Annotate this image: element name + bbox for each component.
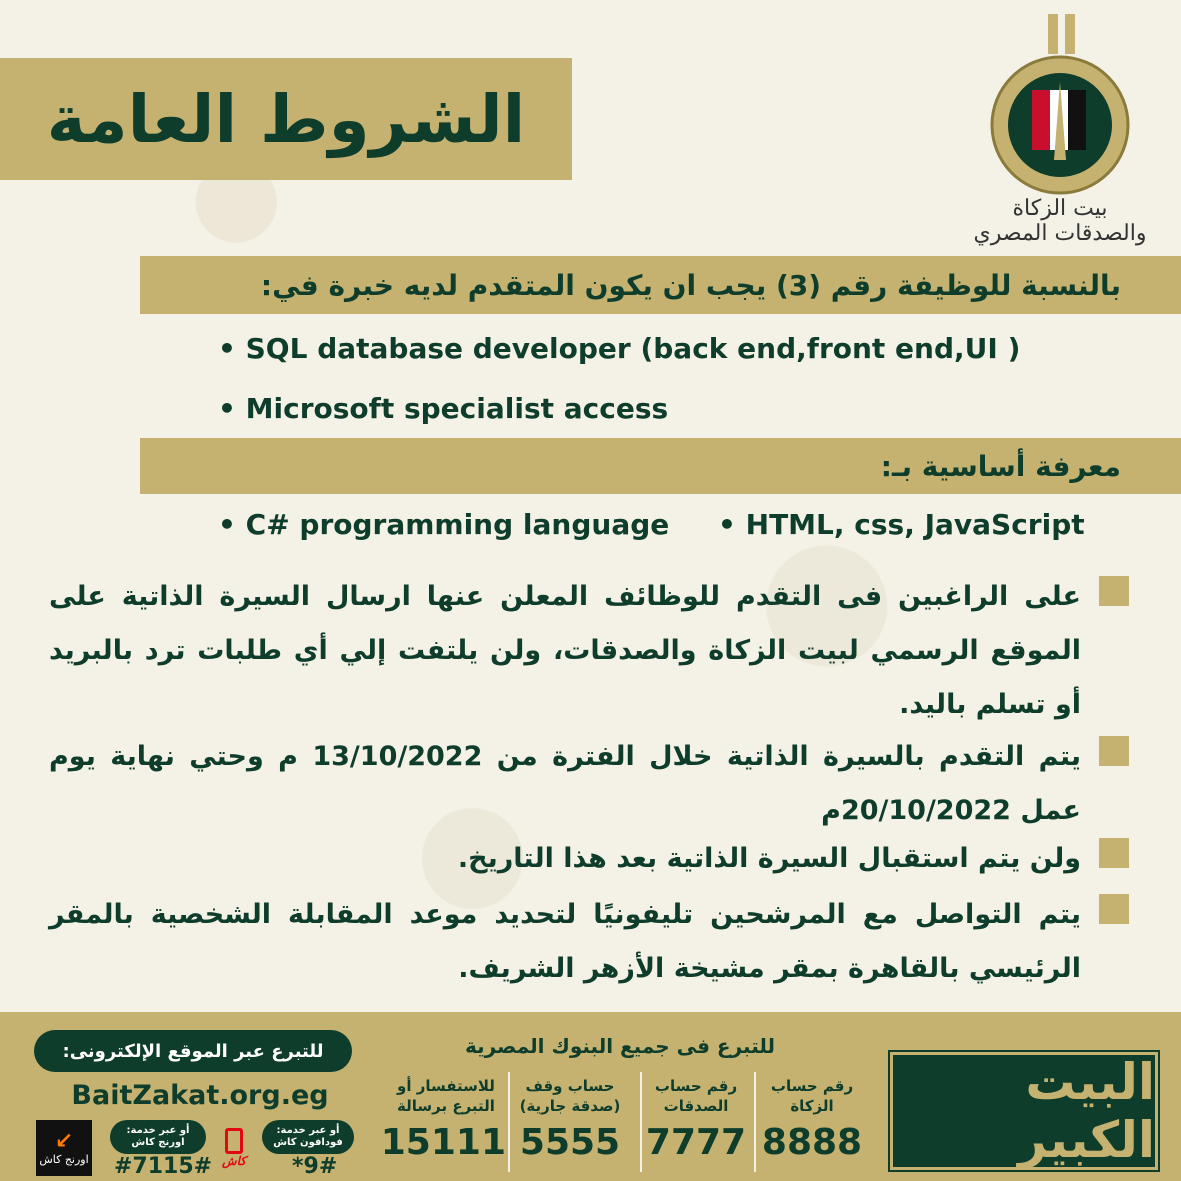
- account-waqf: [510, 1076, 630, 1163]
- service-label: أو عبر خدمة: اورنج كاش: [126, 1125, 190, 1148]
- bullet-square: [1099, 736, 1129, 766]
- divider: [508, 1072, 510, 1172]
- bullet-text: ولن يتم استقبال السيرة الذاتية بعد هذا التاريخ.: [457, 843, 1081, 874]
- account-sadaqat: [636, 1076, 756, 1163]
- phone-icon: [225, 1128, 243, 1154]
- footer: [0, 1012, 1181, 1181]
- section2-heading-band: [140, 438, 1181, 494]
- orange-cash-code: #7115#: [114, 1154, 213, 1179]
- website-link[interactable]: BaitZakat.org.eg: [71, 1080, 329, 1111]
- account-label: رقم حساب: [770, 1077, 854, 1095]
- bullet-item: [49, 730, 1129, 838]
- orange-icon-text: اورنج كاش: [39, 1152, 89, 1166]
- account-number: 7777: [645, 1122, 747, 1163]
- orange-cash-pill: [110, 1120, 206, 1154]
- web-donation-label: [34, 1030, 352, 1072]
- vodafone-cash-code: *9#: [292, 1154, 338, 1179]
- bullet-item: [49, 570, 1129, 732]
- orange-cash-icon: [36, 1120, 92, 1176]
- account-zakat: [752, 1076, 872, 1163]
- account-number: 8888: [761, 1122, 863, 1163]
- section1-heading-band: [140, 256, 1181, 314]
- section2-heading: معرفة أساسية بـ:: [880, 449, 1121, 483]
- banks-title: للتبرع فى جميع البنوك المصرية: [464, 1034, 776, 1058]
- bullet-square: [1099, 894, 1129, 924]
- bullet-item: [49, 888, 1129, 996]
- section1-heading: بالنسبة للوظيفة رقم (3) يجب ان يكون المتقدم لديه خبرة في:: [260, 268, 1121, 302]
- bullet-square: [1099, 576, 1129, 606]
- service-label: أو عبر خدمة: فودافون كاش: [273, 1125, 343, 1148]
- account-label: حساب وقف: [525, 1077, 615, 1095]
- bullet-item: [49, 832, 1129, 886]
- brand-name: البيت الكبير: [1018, 1053, 1155, 1169]
- account-label: للاستفسار أو: [397, 1077, 495, 1095]
- account-label: (صدقة جارية): [519, 1097, 621, 1115]
- divider: [640, 1072, 642, 1172]
- account-number: 15111: [380, 1122, 506, 1163]
- section2-item-2: • C# programming language: [218, 508, 670, 541]
- account-sms: [380, 1076, 506, 1163]
- logo-caption: بيت الزكاة والصدقات المصري: [973, 196, 1147, 246]
- brand-logo: [890, 1052, 1158, 1170]
- minaret-left: [1048, 14, 1058, 54]
- section1-item-2: • Microsoft specialist access: [218, 392, 669, 425]
- vodafone-cash-icon: [212, 1122, 256, 1174]
- cash-icon-text: كاش: [221, 1154, 247, 1168]
- arrow-icon: ↙: [54, 1128, 74, 1154]
- bullet-text: يتم التقدم بالسيرة الذاتية خلال الفترة من 13/10/2022 م وحتي نهاية يوم عمل 20/10/2022م: [49, 741, 1081, 826]
- bullet-text: على الراغبين فى التقدم للوظائف المعلن عنها ارسال السيرة الذاتية على الموقع الرسمي لبيت الزكاة والصدقات، ولن يلتفت إلي أي طلبات ترد بالبريد أو تسلم باليد.: [49, 581, 1081, 720]
- minaret-right: [1065, 14, 1075, 54]
- section2-item-1: • HTML, css, JavaScript: [718, 508, 1085, 541]
- bullet-text: يتم التواصل مع المرشحين تليفونيًا لتحديد موعد المقابلة الشخصية بالمقر الرئيسي بالقاهرة بمقر مشيخة الأزهر الشريف.: [49, 899, 1081, 984]
- bullet-square: [1099, 838, 1129, 868]
- web-label-text: للتبرع عبر الموقع الإلكترونى:: [62, 1040, 324, 1062]
- page-title: الشروط العامة: [46, 80, 526, 158]
- section1-item-1: • SQL database developer (back end,front end,UI ): [218, 332, 1021, 365]
- account-number: 5555: [519, 1122, 621, 1163]
- account-label: رقم حساب: [654, 1077, 738, 1095]
- account-label: الصدقات: [663, 1097, 729, 1115]
- account-label: التبرع برسالة: [397, 1097, 495, 1115]
- title-banner: [0, 58, 572, 180]
- account-label: الزكاة: [790, 1097, 834, 1115]
- vodafone-cash-pill: [262, 1120, 354, 1154]
